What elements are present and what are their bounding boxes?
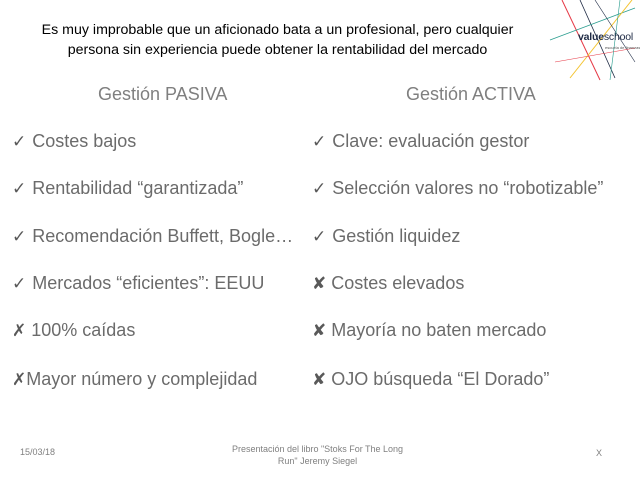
cross-icon: ✘ bbox=[312, 321, 327, 340]
valueschool-logo bbox=[540, 0, 640, 80]
footer-page-number: X bbox=[596, 448, 603, 458]
slide-title-line-1: Es muy improbable que un aficionado bata a un profesional, pero cualquier bbox=[41, 22, 514, 38]
check-icon: ✓ bbox=[312, 227, 327, 246]
passive-item-5 bbox=[12, 320, 135, 341]
active-item-1 bbox=[312, 131, 529, 152]
check-icon: ✓ bbox=[12, 132, 27, 151]
active-item-text: Clave: evaluación gestor bbox=[332, 131, 530, 151]
check-icon: ✓ bbox=[12, 274, 27, 293]
passive-item-4 bbox=[12, 273, 264, 294]
active-heading: Gestión ACTIVA bbox=[406, 84, 536, 104]
check-icon: ✓ bbox=[312, 179, 327, 198]
cross-icon: ✘ bbox=[312, 370, 327, 389]
check-icon: ✓ bbox=[12, 227, 27, 246]
cross-icon: ✘ bbox=[312, 274, 327, 293]
active-item-text: Selección valores no “robotizable” bbox=[332, 178, 604, 198]
passive-item-text: 100% caídas bbox=[31, 320, 136, 340]
active-item-text: Costes elevados bbox=[331, 273, 465, 293]
passive-heading: Gestión PASIVA bbox=[98, 84, 228, 104]
active-item-text: Mayoría no baten mercado bbox=[331, 320, 547, 340]
active-item-4 bbox=[312, 273, 464, 294]
footer-presentation-title bbox=[200, 443, 435, 467]
passive-item-2 bbox=[12, 178, 243, 199]
logo-wordmark-thin: school bbox=[603, 31, 634, 43]
passive-item-3 bbox=[12, 226, 293, 247]
active-item-text: OJO búsqueda “El Dorado” bbox=[331, 369, 550, 389]
slide-title bbox=[20, 20, 535, 60]
check-icon: ✓ bbox=[12, 179, 27, 198]
passive-item-text: Costes bajos bbox=[32, 131, 137, 151]
logo-wordmark bbox=[578, 31, 633, 43]
passive-item-6 bbox=[12, 369, 257, 390]
logo-tagline: escuela de finanzas bbox=[605, 45, 640, 50]
slide-title-line-2: persona sin experiencia puede obtener la rentabilidad del mercado bbox=[67, 42, 488, 58]
footer-title-line-2: Run" Jeremy Siegel bbox=[277, 456, 358, 466]
active-item-2 bbox=[312, 178, 603, 199]
cross-icon: ✗ bbox=[12, 321, 27, 340]
active-item-text: Gestión liquidez bbox=[332, 226, 461, 246]
footer-title-line-1: Presentación del libro "Stoks For The Long bbox=[231, 444, 404, 454]
active-item-3 bbox=[312, 226, 460, 247]
cross-icon: ✗ bbox=[12, 370, 27, 389]
passive-item-text: Mercados “eficientes”: EEUU bbox=[32, 273, 265, 293]
passive-item-text: Mayor número y complejidad bbox=[26, 369, 258, 389]
active-item-5 bbox=[312, 320, 546, 341]
logo-wordmark-bold: value bbox=[578, 31, 604, 43]
passive-item-text: Recomendación Buffett, Bogle… bbox=[32, 226, 294, 246]
passive-item-text: Rentabilidad “garantizada” bbox=[32, 178, 244, 198]
passive-item-1 bbox=[12, 131, 136, 152]
check-icon: ✓ bbox=[312, 132, 327, 151]
footer-date: 15/03/18 bbox=[20, 447, 56, 457]
active-item-6 bbox=[312, 369, 549, 390]
